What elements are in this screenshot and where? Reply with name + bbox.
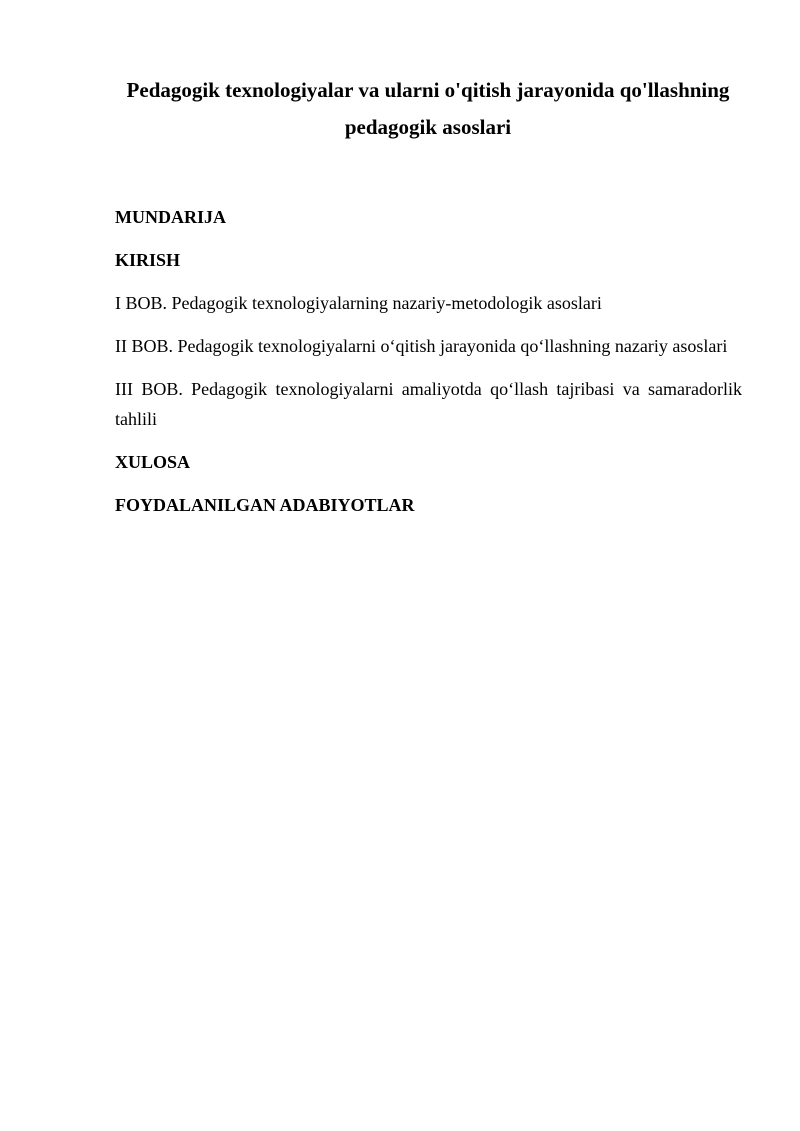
toc-item-chapter-3: III BOB. Pedagogik texnologiyalarni amaliyotda qo‘llash tajribasi va samaradorlik tahlili [115, 379, 742, 429]
toc-item-chapter-2: II BOB. Pedagogik texnologiyalarni o‘qitish jarayonida qo‘llashning nazariy asoslari [115, 336, 728, 356]
table-of-contents [115, 202, 742, 533]
document-title: Pedagogik texnologiyalar va ularni o'qitish jarayonida qo'llashning pedagogik asoslari [126, 78, 730, 139]
toc-item-conclusion: XULOSA [115, 452, 191, 472]
toc-heading: MUNDARIJA [115, 207, 226, 227]
toc-item-introduction: KIRISH [115, 250, 181, 270]
toc-item-chapter-1: I BOB. Pedagogik texnologiyalarning nazariy-metodologik asoslari [115, 293, 602, 313]
toc-item-references: FOYDALANILGAN ADABIYOTLAR [115, 495, 415, 515]
